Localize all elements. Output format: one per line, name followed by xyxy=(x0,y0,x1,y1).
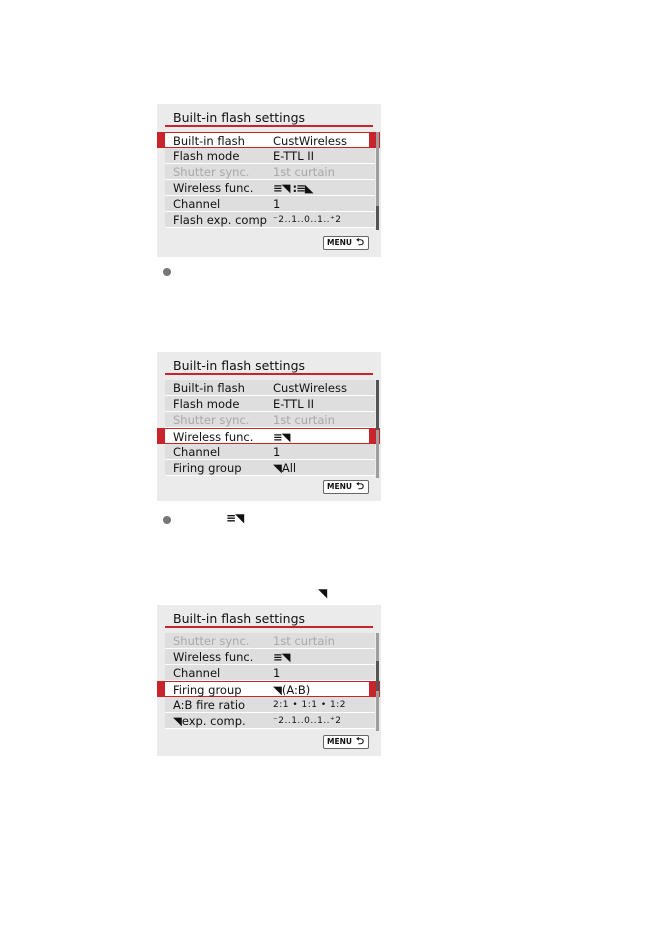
return-icon: ⮌ xyxy=(355,736,364,747)
ratio-scale: 2:1 • 1:1 • 1:2 xyxy=(273,700,347,710)
menu-label: MENU xyxy=(327,238,352,247)
row-flash-mode[interactable] xyxy=(165,148,375,164)
row-ab-fire-ratio[interactable] xyxy=(165,697,375,713)
bullet-1 xyxy=(163,268,171,276)
wireless-mode-icon: ≡◥ :≡◣ xyxy=(273,181,313,195)
settings-list xyxy=(165,633,375,729)
row-value: E-TTL II xyxy=(273,149,315,163)
exposure-scale: ⁻2..1..0..1..⁺2 xyxy=(273,215,342,225)
flash-settings-screen-1 xyxy=(157,104,381,257)
title-divider xyxy=(165,373,373,375)
menu-label: MENU xyxy=(327,482,352,491)
row-value: 1 xyxy=(273,445,281,459)
title-divider xyxy=(165,626,373,628)
scrollbar[interactable] xyxy=(376,380,379,478)
settings-list xyxy=(165,380,375,476)
row-label: Flash mode xyxy=(173,149,240,163)
flash-settings-screen-3 xyxy=(157,605,381,756)
row-label: A:B fire ratio xyxy=(173,698,246,712)
return-icon: ⮌ xyxy=(355,481,364,492)
row-channel[interactable] xyxy=(165,665,375,681)
row-value: ◥All xyxy=(273,461,297,475)
menu-label: MENU xyxy=(327,737,352,746)
row-value: 1st curtain xyxy=(273,634,335,648)
menu-button[interactable] xyxy=(323,735,369,749)
row-value: 1st curtain xyxy=(273,165,335,179)
row-shutter-sync xyxy=(165,164,375,180)
row-label: Built-in flash xyxy=(173,381,245,395)
row-firing-group[interactable] xyxy=(165,681,375,697)
row-label: Shutter sync. xyxy=(173,634,250,648)
row-wireless-func[interactable] xyxy=(165,180,375,196)
menu-button[interactable] xyxy=(323,480,369,494)
row-label: ◥exp. comp. xyxy=(173,714,246,728)
row-label: Wireless func. xyxy=(173,181,254,195)
row-label: Channel xyxy=(173,197,221,211)
row-exp-comp[interactable] xyxy=(165,713,375,729)
row-label: Channel xyxy=(173,666,221,680)
row-label: Flash mode xyxy=(173,397,240,411)
row-wireless-func[interactable] xyxy=(165,649,375,665)
row-label: Firing group xyxy=(173,461,242,475)
row-flash-exp-comp[interactable] xyxy=(165,212,375,228)
row-label: Shutter sync. xyxy=(173,165,250,179)
row-value: 1 xyxy=(273,197,281,211)
row-label: Wireless func. xyxy=(173,430,254,444)
row-firing-group[interactable] xyxy=(165,460,375,476)
row-built-in-flash[interactable] xyxy=(165,132,375,148)
scroll-thumb[interactable] xyxy=(376,206,379,230)
row-channel[interactable] xyxy=(165,444,375,460)
title-divider xyxy=(165,125,373,127)
settings-list xyxy=(165,132,375,228)
row-value: CustWireless xyxy=(273,381,347,395)
flash-settings-screen-2 xyxy=(157,352,381,501)
wireless-mode-icon: ≡◥ xyxy=(273,430,290,444)
row-label: Wireless func. xyxy=(173,650,254,664)
menu-button[interactable] xyxy=(323,236,369,250)
row-wireless-func[interactable] xyxy=(165,428,375,444)
bullet-2 xyxy=(163,516,171,524)
row-channel[interactable] xyxy=(165,196,375,212)
row-label: Flash exp. comp xyxy=(173,213,267,227)
row-label: Firing group xyxy=(173,683,242,697)
row-label: Shutter sync. xyxy=(173,413,250,427)
return-icon: ⮌ xyxy=(355,237,364,248)
row-value: ◥(A:B) xyxy=(273,683,311,697)
screen-title: Built-in flash settings xyxy=(173,611,306,626)
row-value: E-TTL II xyxy=(273,397,315,411)
wireless-flash-icon: ≡◥ xyxy=(226,511,244,525)
row-shutter-sync xyxy=(165,412,375,428)
row-built-in-flash[interactable] xyxy=(165,380,375,396)
row-flash-mode[interactable] xyxy=(165,396,375,412)
row-value: CustWireless xyxy=(273,134,347,148)
screen-title: Built-in flash settings xyxy=(173,110,306,125)
scrollbar[interactable] xyxy=(376,132,379,230)
row-shutter-sync xyxy=(165,633,375,649)
row-label: Built-in flash xyxy=(173,134,245,148)
row-value: 1 xyxy=(273,666,281,680)
row-label: Channel xyxy=(173,445,221,459)
scroll-thumb[interactable] xyxy=(376,661,379,691)
scrollbar[interactable] xyxy=(376,633,379,731)
screen-title: Built-in flash settings xyxy=(173,358,306,373)
slave-flash-icon: ◥ xyxy=(318,586,327,600)
exposure-scale: ⁻2..1..0..1..⁺2 xyxy=(273,716,342,726)
scroll-thumb[interactable] xyxy=(376,380,379,430)
row-value: 1st curtain xyxy=(273,413,335,427)
wireless-mode-icon: ≡◥ xyxy=(273,650,290,664)
